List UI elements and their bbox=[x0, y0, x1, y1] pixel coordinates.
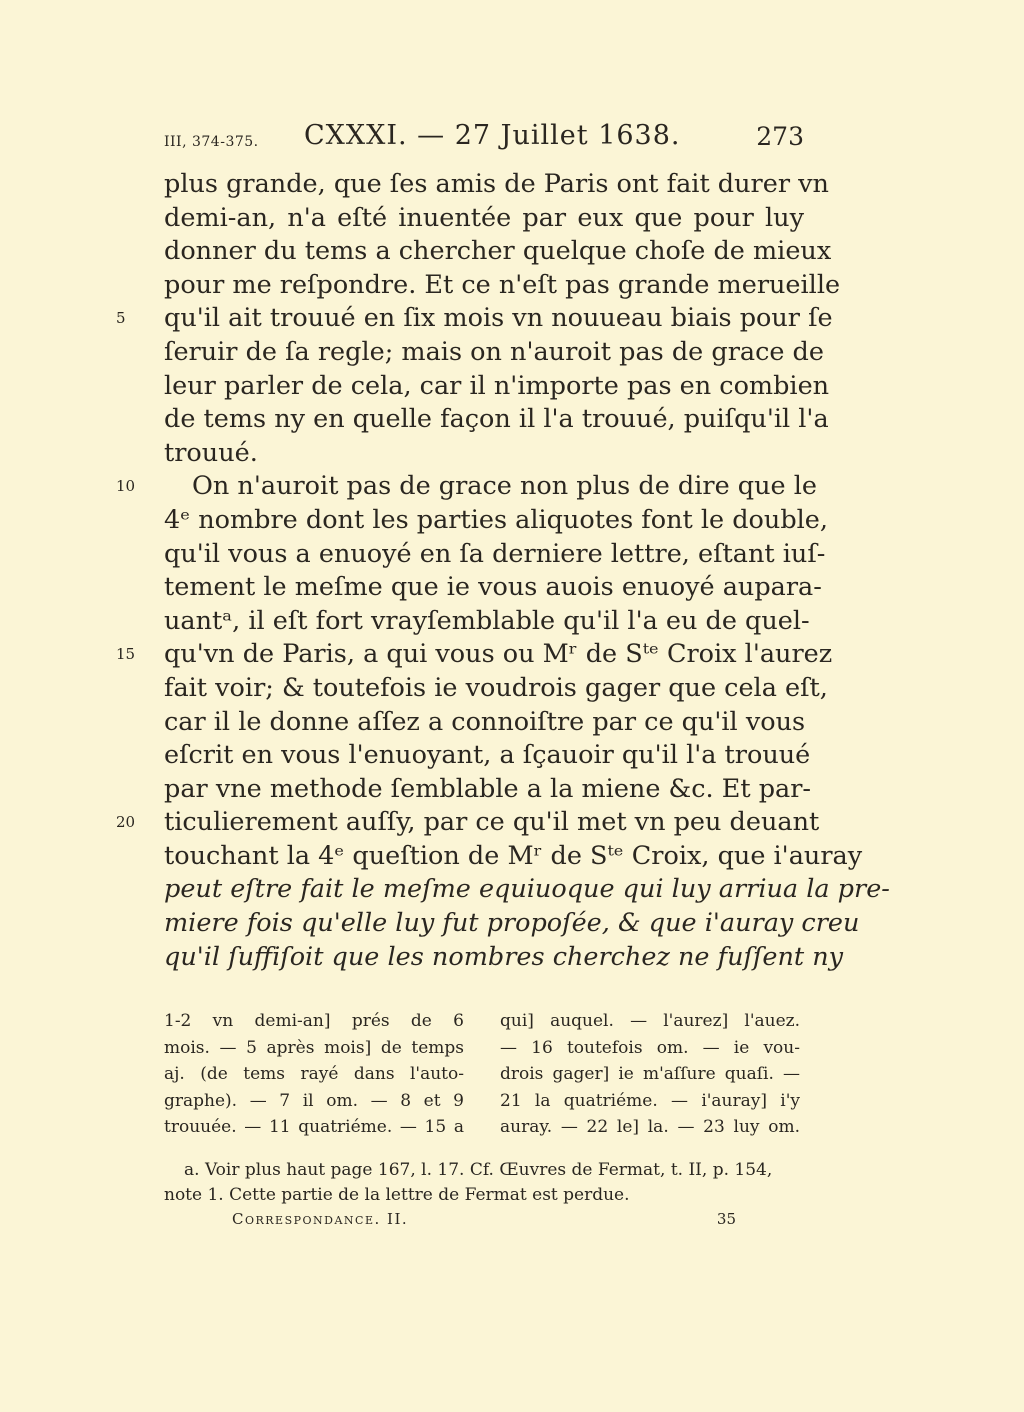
line-text: de tems ny en quelle façon il l'a trouué, puiſqu'il l'a bbox=[164, 404, 829, 435]
signature-number: 35 bbox=[716, 1210, 736, 1228]
note-line: 21 la quatriéme. — i'auray] i'y bbox=[500, 1090, 800, 1111]
line-number: 20 bbox=[116, 813, 136, 832]
text-line bbox=[116, 302, 833, 336]
variant-notes-right-column bbox=[500, 1008, 800, 1141]
line-text: qu'il ſuffiſoit que les nombres cherchez ne fuſſent ny bbox=[164, 941, 844, 972]
note-line: mois. — 5 après mois] de temps bbox=[164, 1037, 464, 1058]
line-text: plus grande, que ſes amis de Paris ont fait durer vn bbox=[164, 169, 829, 199]
text-line bbox=[164, 941, 844, 975]
line-text: pour me reſpondre. Et ce n'eſt pas grande merueille bbox=[164, 269, 841, 300]
page-number: 273 bbox=[756, 122, 804, 151]
text-line bbox=[164, 336, 824, 370]
variant-notes bbox=[164, 1008, 804, 1137]
line-text: donner du tems a chercher quelque choſe de mieux bbox=[164, 236, 832, 267]
footnote bbox=[164, 1158, 804, 1208]
line-text: tement le meſme que ie vous auois enuoyé aupara- bbox=[164, 572, 822, 603]
line-text: qu'il ait trouué en ſix mois vn nouueau biais pour ſe bbox=[164, 303, 833, 334]
text-line bbox=[164, 907, 860, 941]
line-text: qu'il vous a enuoyé en ſa derniere lettre, eſtant iuſ- bbox=[164, 538, 826, 569]
volume-reference: III, 374-375. bbox=[164, 134, 259, 150]
line-text: On n'auroit pas de grace non plus de dire que le bbox=[192, 471, 817, 502]
line-text: car il le donne aſſez a connoiſtre par ce qu'il vous bbox=[164, 706, 806, 737]
signature-title: Correspondance. II. bbox=[232, 1210, 409, 1228]
line-text: trouué. bbox=[164, 437, 258, 468]
text-line bbox=[164, 672, 828, 706]
line-text: peut eſtre fait le meſme equiuoque qui luy arriua la pre- bbox=[164, 874, 890, 905]
line-text: fait voir; & toutefois ie voudrois gager que cela eſt, bbox=[164, 672, 828, 703]
line-text: demi-an, n'a eſté inuentée par eux que pour luy bbox=[164, 202, 804, 233]
text-line bbox=[164, 504, 828, 538]
text-line bbox=[164, 269, 841, 303]
line-text: miere fois qu'elle luy fut propoſée, & que i'auray creu bbox=[164, 908, 860, 939]
line-text: par vne methode ſemblable a la miene &c. Et par- bbox=[164, 773, 812, 804]
text-line bbox=[116, 806, 820, 840]
text-line bbox=[164, 873, 890, 907]
letter-heading: CXXXI. — 27 Juillet 1638. bbox=[304, 120, 681, 151]
note-line: drois gager] ie m'aſſure quaſi. — bbox=[500, 1064, 800, 1084]
letter-body bbox=[116, 168, 890, 974]
text-line bbox=[164, 538, 826, 572]
running-head bbox=[164, 118, 804, 158]
line-text: leur parler de cela, car il n'importe pas en combien bbox=[164, 370, 830, 401]
text-line bbox=[164, 202, 804, 236]
text-line bbox=[164, 840, 863, 874]
line-number: 15 bbox=[116, 645, 136, 664]
line-text: ticulierement auſſy, par ce qu'il met vn peu deuant bbox=[164, 807, 820, 838]
note-line: — 16 toutefois om. — ie vou- bbox=[500, 1037, 800, 1058]
printer-signature bbox=[232, 1210, 802, 1234]
note-line: trouuée. — 11 quatriéme. — 15 a bbox=[164, 1117, 464, 1137]
footnote-line: a. Voir plus haut page 167, l. 17. Cf. Œuvres de Fermat, t. II, p. 154, bbox=[184, 1160, 773, 1180]
line-text: qu'vn de Paris, a qui vous ou Mʳ de Sᵗᵉ Croix l'aurez bbox=[164, 639, 833, 670]
text-line bbox=[164, 168, 829, 202]
text-line bbox=[164, 605, 810, 639]
line-text: touchant la 4ᵉ queſtion de Mʳ de Sᵗᵉ Croix, que i'auray bbox=[164, 840, 863, 871]
line-text: uantᵃ, il eſt fort vrayſemblable qu'il l'a eu de quel- bbox=[164, 605, 810, 636]
text-line bbox=[164, 571, 822, 605]
line-number: 10 bbox=[116, 477, 136, 496]
text-line bbox=[164, 403, 829, 437]
note-line: graphe). — 7 il om. — 8 et 9 bbox=[164, 1090, 464, 1111]
text-line bbox=[164, 235, 832, 269]
text-line bbox=[164, 437, 804, 471]
text-line bbox=[164, 773, 812, 807]
line-text: eſcrit en vous l'enuoyant, a ſçauoir qu'il l'a trouué bbox=[164, 740, 811, 771]
note-line: qui] auquel. — l'aurez] l'auez. bbox=[500, 1011, 800, 1031]
text-line bbox=[164, 706, 804, 740]
text-line bbox=[116, 638, 833, 672]
note-line: auray. — 22 le] la. — 23 luy om. bbox=[500, 1117, 800, 1137]
text-line bbox=[116, 470, 817, 504]
line-text: ſeruir de ſa regle; mais on n'auroit pas de grace de bbox=[164, 336, 824, 367]
variant-notes-left-column bbox=[164, 1008, 464, 1141]
text-line bbox=[164, 370, 830, 404]
note-line: aj. (de tems rayé dans l'auto- bbox=[164, 1064, 464, 1084]
line-text: 4ᵉ nombre dont les parties aliquotes font le double, bbox=[164, 504, 828, 535]
line-number: 5 bbox=[116, 309, 126, 328]
footnote-line: note 1. Cette partie de la lettre de Fermat est perdue. bbox=[164, 1185, 630, 1205]
text-line bbox=[164, 739, 811, 773]
note-line: 1-2 vn demi-an] prés de 6 bbox=[164, 1011, 464, 1031]
